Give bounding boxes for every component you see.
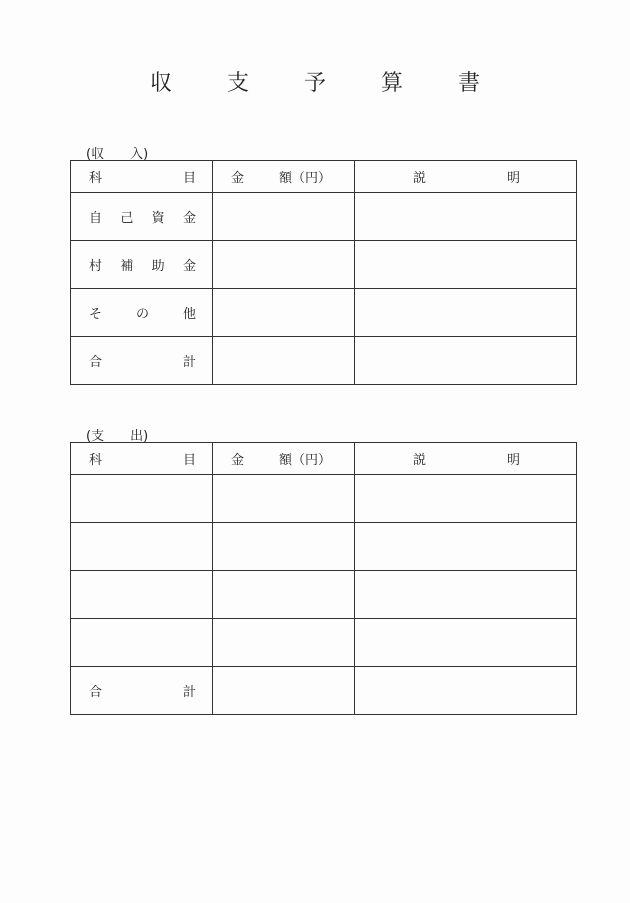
header-description — [355, 161, 577, 193]
item-cell[interactable] — [71, 475, 213, 523]
item-char: 合 — [89, 355, 103, 370]
item-char: 合 — [89, 685, 103, 700]
header-desc-char: 説 — [413, 453, 427, 468]
header-amount-char: 額（円） — [279, 171, 332, 186]
item-char: 自 — [89, 211, 103, 226]
item-char: 金 — [182, 259, 196, 274]
item-cell — [71, 667, 213, 715]
table-row — [71, 193, 577, 241]
document-title: 収 支 予 算 書 — [150, 71, 504, 96]
header-description — [355, 443, 577, 475]
expense-header-row — [71, 443, 577, 475]
item-char: の — [135, 307, 149, 322]
total-row — [71, 337, 577, 385]
amount-cell[interactable] — [213, 475, 355, 523]
table-row — [71, 619, 577, 667]
header-desc-char: 明 — [506, 171, 520, 186]
description-cell[interactable] — [355, 241, 577, 289]
item-char: 金 — [182, 211, 196, 226]
description-cell[interactable] — [355, 523, 577, 571]
item-char: そ — [89, 307, 103, 322]
item-char: 補 — [120, 259, 134, 274]
item-char: 己 — [120, 211, 134, 226]
item-cell — [71, 193, 213, 241]
item-char: 助 — [151, 259, 165, 274]
amount-cell[interactable] — [213, 241, 355, 289]
table-row — [71, 475, 577, 523]
header-amount-char: 金 — [231, 171, 245, 186]
description-cell[interactable] — [355, 475, 577, 523]
table-row — [71, 523, 577, 571]
item-cell — [71, 337, 213, 385]
amount-cell[interactable] — [213, 619, 355, 667]
item-cell[interactable] — [71, 571, 213, 619]
header-item-char: 科 — [89, 453, 103, 468]
header-item — [71, 161, 213, 193]
item-cell[interactable] — [71, 523, 213, 571]
amount-cell[interactable] — [213, 289, 355, 337]
item-char: 計 — [182, 685, 196, 700]
item-cell[interactable] — [71, 619, 213, 667]
item-cell — [71, 241, 213, 289]
header-item-char: 目 — [182, 453, 196, 468]
total-row — [71, 667, 577, 715]
amount-cell[interactable] — [213, 571, 355, 619]
header-item-char: 目 — [182, 171, 196, 186]
table-row — [71, 289, 577, 337]
item-char: 計 — [182, 355, 196, 370]
header-item-char: 科 — [89, 171, 103, 186]
expense-section-label: (支 出) — [86, 429, 149, 444]
description-cell[interactable] — [355, 193, 577, 241]
item-char: 資 — [151, 211, 165, 226]
description-cell[interactable] — [355, 619, 577, 667]
item-cell — [71, 289, 213, 337]
amount-cell[interactable] — [213, 193, 355, 241]
amount-cell[interactable] — [213, 337, 355, 385]
amount-cell[interactable] — [213, 523, 355, 571]
income-table — [70, 160, 577, 385]
header-amount — [213, 161, 355, 193]
header-desc-char: 説 — [413, 171, 427, 186]
header-item — [71, 443, 213, 475]
description-cell[interactable] — [355, 337, 577, 385]
description-cell[interactable] — [355, 571, 577, 619]
item-char: 村 — [89, 259, 103, 274]
description-cell[interactable] — [355, 289, 577, 337]
header-amount — [213, 443, 355, 475]
table-row — [71, 241, 577, 289]
table-row — [71, 571, 577, 619]
header-amount-char: 金 — [231, 453, 245, 468]
header-desc-char: 明 — [506, 453, 520, 468]
income-section-label: (収 入) — [86, 147, 149, 162]
expense-table — [70, 442, 577, 715]
header-amount-char: 額（円） — [279, 453, 332, 468]
description-cell[interactable] — [355, 667, 577, 715]
item-char: 他 — [182, 307, 196, 322]
income-header-row — [71, 161, 577, 193]
amount-cell[interactable] — [213, 667, 355, 715]
